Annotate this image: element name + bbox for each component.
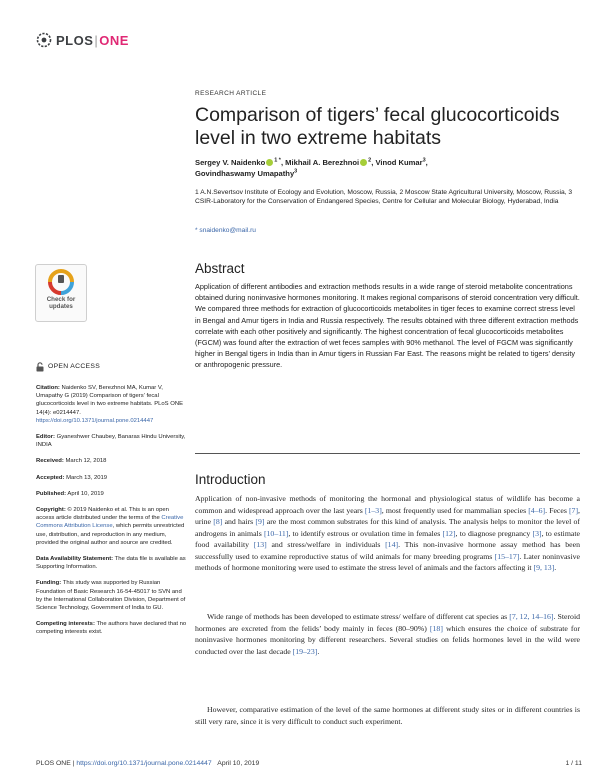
citation-block: [36, 384, 188, 425]
published-label: Published:: [36, 490, 67, 497]
intro-text: . Later noninvasive methods of hormone monitoring were used to estimate the stress level of animals and the factors affecting it: [195, 551, 580, 572]
plos-one-logo[interactable]: [36, 32, 129, 48]
open-access-badge: [36, 362, 188, 372]
footer-doi-link[interactable]: https://doi.org/10.1371/journal.pone.0214447: [76, 760, 212, 767]
citation-link[interactable]: [15–17]: [494, 551, 520, 561]
citation-link[interactable]: [12]: [442, 528, 456, 538]
copyright-block: [36, 506, 188, 547]
author-list: [195, 157, 575, 179]
logo-separator: |: [94, 32, 99, 48]
competing-interests-block: [36, 620, 188, 636]
competing-interests-text: The authors have declared that no competing interests exist.: [36, 621, 187, 636]
intro-paragraph-1: [195, 493, 580, 574]
intro-text: , to identify estrous or ovulation time in females: [288, 528, 443, 538]
accepted-block: [36, 474, 188, 482]
corresponding-email[interactable]: * snaidenko@mail.ru: [195, 227, 256, 234]
intro-text: .: [554, 563, 557, 572]
citation-link[interactable]: [7]: [568, 505, 579, 515]
intro-text: .: [317, 646, 320, 656]
received-date: March 12, 2018: [63, 458, 107, 465]
citation-link[interactable]: [8]: [213, 517, 223, 526]
author-naidenko[interactable]: Sergey V. Naidenko: [195, 158, 266, 167]
citation-text: Naidenko SV, Berezhnoi MA, Kumar V, Umapathy G (2019) Comparison of tigers’ fecal glucocorticoids level in two extreme habitats. PLoS ONE 14(4): e0214447.: [36, 385, 184, 416]
abstract-text: Application of different antibodies and extraction methods results in a wide range of steroid metabolite concentrations obtained during noninvasive hormones monitoring. It makes regional comparisons of steroid concentration very difficult. We compared three methods for extraction of glucocorticoids metabolites in tiger feces to examine correct stress level in Bengal and Amur tigers in India and Russia respectively. The results obtained with three different extraction methods correlate with each other positively and significantly. The highest concentration of fecal glucocorticoids metabolites (FGCM) was found after the extraction of wet feces samples with 90% methanol. The level of FGCM was significantly higher in Bengal tigers in India than in Amur tigers in Russian Far East. The reasons might be related to tigers’ density or anthropogenic pressure.: [195, 282, 580, 370]
published-block: [36, 490, 188, 498]
cc-license-link[interactable]: Creative Commons Attribution License: [36, 515, 184, 530]
accepted-label: Accepted:: [36, 474, 65, 481]
article-info-sidebar: [36, 362, 188, 645]
footer-date: April 10, 2019: [217, 760, 260, 767]
published-date: April 10, 2019: [66, 490, 104, 497]
intro-text: which ensures the choice of substrate for noninvasive hormones monitoring by different researchers. Several studies on felids hormones level in the wild were conducted over the last decade: [195, 623, 580, 656]
received-label: Received:: [36, 458, 64, 465]
copyright-text-end: , which permits unrestricted use, distribution, and reproduction in any medium, provided the original author and source are credited.: [36, 523, 185, 546]
intro-paragraph-3: However, comparative estimation of the level of the same hormones at different study sites or in different countries is still very rare, since it is very difficult to conduct such experiment.: [195, 705, 580, 726]
citation-link[interactable]: [18]: [429, 623, 443, 633]
article-title: Comparison of tigers’ fecal glucocorticoids level in two extreme habitats: [195, 104, 560, 149]
copyright-text: © 2019 Naidenko et al. This is an open access article distributed under the terms of the: [36, 507, 169, 522]
citation-doi-link[interactable]: https://doi.org/10.1371/journal.pone.0214447: [36, 417, 154, 424]
copyright-label: Copyright:: [36, 507, 66, 514]
citation-link[interactable]: [1–3]: [364, 505, 382, 515]
page-number: 1 / 11: [565, 760, 582, 767]
intro-paragraph-2: [195, 611, 580, 657]
intro-text: and hairs: [222, 517, 256, 526]
author-umapathy[interactable]: Govindhaswamy Umapathy: [195, 169, 295, 178]
funding-block: [36, 579, 188, 612]
footer-separator: |: [70, 760, 77, 767]
article-type-label: RESEARCH ARTICLE: [195, 90, 267, 97]
orcid-icon[interactable]: [360, 159, 367, 166]
citation-link[interactable]: [13]: [253, 540, 267, 549]
citation-link[interactable]: [7, 12, 14–16]: [509, 612, 554, 621]
intro-text: . This non-invasive hormone assay method has been successfully used to examine reproductive status of wild animals for many breeding programs: [195, 540, 580, 561]
citation-link[interactable]: [9]: [255, 517, 265, 526]
crossmark-line2: updates: [49, 303, 73, 311]
intro-text: , urine: [195, 505, 580, 526]
author-affil-sup: 2: [368, 157, 372, 164]
open-lock-icon: [36, 362, 44, 372]
citation-link[interactable]: [4–6]: [528, 505, 546, 515]
abstract-heading: Abstract: [195, 261, 245, 276]
citation-link[interactable]: [9, 13]: [533, 563, 555, 572]
section-divider: [195, 453, 580, 454]
intro-text: and stress/welfare in individuals: [266, 540, 386, 549]
open-access-label: OPEN ACCESS: [48, 362, 101, 370]
author-affil-sup: 3: [422, 157, 426, 164]
intro-text: , to estimate food availability: [195, 528, 580, 549]
crossmark-icon: [47, 269, 75, 295]
intro-text: , most frequently used for mammalian species: [381, 505, 529, 515]
author-berezhnoi[interactable]: , Mikhail A. Berezhnoi: [280, 158, 360, 167]
logo-plos-text: PLOS: [56, 32, 94, 48]
author-affil-sup: 1 *: [274, 157, 281, 164]
accepted-date: March 13, 2019: [64, 474, 108, 481]
author-affil-sup: 3: [294, 168, 298, 175]
editor-block: [36, 433, 188, 449]
intro-text: . Feces: [545, 505, 569, 515]
check-for-updates-badge[interactable]: [35, 264, 87, 322]
crossmark-line1: Check for: [46, 296, 76, 303]
plos-logo-icon: [36, 32, 52, 48]
editor-text: Gyaneshwer Chaubey, Banaras Hindu University, INDIA: [36, 434, 186, 449]
footer-journal: PLOS ONE: [36, 760, 71, 767]
page-footer: [36, 760, 582, 767]
logo-one-text: ONE: [99, 32, 129, 48]
funding-label: Funding:: [36, 580, 62, 587]
citation-link[interactable]: [10–11]: [263, 528, 289, 538]
introduction-heading: Introduction: [195, 472, 266, 487]
funding-text: This study was supported by Russian Foundation of Basic Research 16-54-45017 to SVN and by the International Collaboration Division, Department of Science Technology, Government of India to GU.: [36, 580, 186, 612]
citation-link[interactable]: [3]: [532, 528, 542, 538]
orcid-icon[interactable]: [266, 159, 273, 166]
data-availability-label: Data Availability Statement:: [36, 556, 114, 563]
citation-link[interactable]: [14]: [385, 540, 399, 549]
intro-text: . Steroid hormones are excreted from the felids’ body mainly in feces (80–90%): [195, 612, 581, 633]
citation-label: Citation:: [36, 385, 60, 391]
intro-text: are the most common substrates for this kind of analysis. The analysis helps to monitor the level of androgens in animals: [195, 517, 580, 538]
intro-text: Wide range of methods has been developed to estimate stress/ welfare of different cat species as: [207, 612, 510, 621]
author-kumar[interactable]: , Vinod Kumar: [371, 158, 423, 167]
affiliations: 1 A.N.Severtsov Institute of Ecology and Evolution, Moscow, Russia, 2 Moscow State Agricultural University, Moscow, Russia, 3 CSIR-Laboratory for the Conservation of Endangered Species, Centre for Cellular and Molecular Biology, Hyderabad, India: [195, 189, 573, 206]
author-separator: ,: [425, 158, 428, 167]
citation-link[interactable]: [19–23]: [292, 646, 318, 656]
received-block: [36, 457, 188, 465]
intro-text: Application of non-invasive methods of monitoring the hormonal and physiological status of wildlife has become a common and widespread approach over the last years: [195, 494, 580, 515]
editor-label: Editor:: [36, 434, 55, 441]
competing-interests-label: Competing interests:: [36, 621, 95, 628]
data-availability-text: The data file is available as Supporting Information.: [36, 556, 186, 571]
intro-text: , to diagnose pregnancy: [455, 528, 533, 538]
data-availability-block: [36, 555, 188, 571]
